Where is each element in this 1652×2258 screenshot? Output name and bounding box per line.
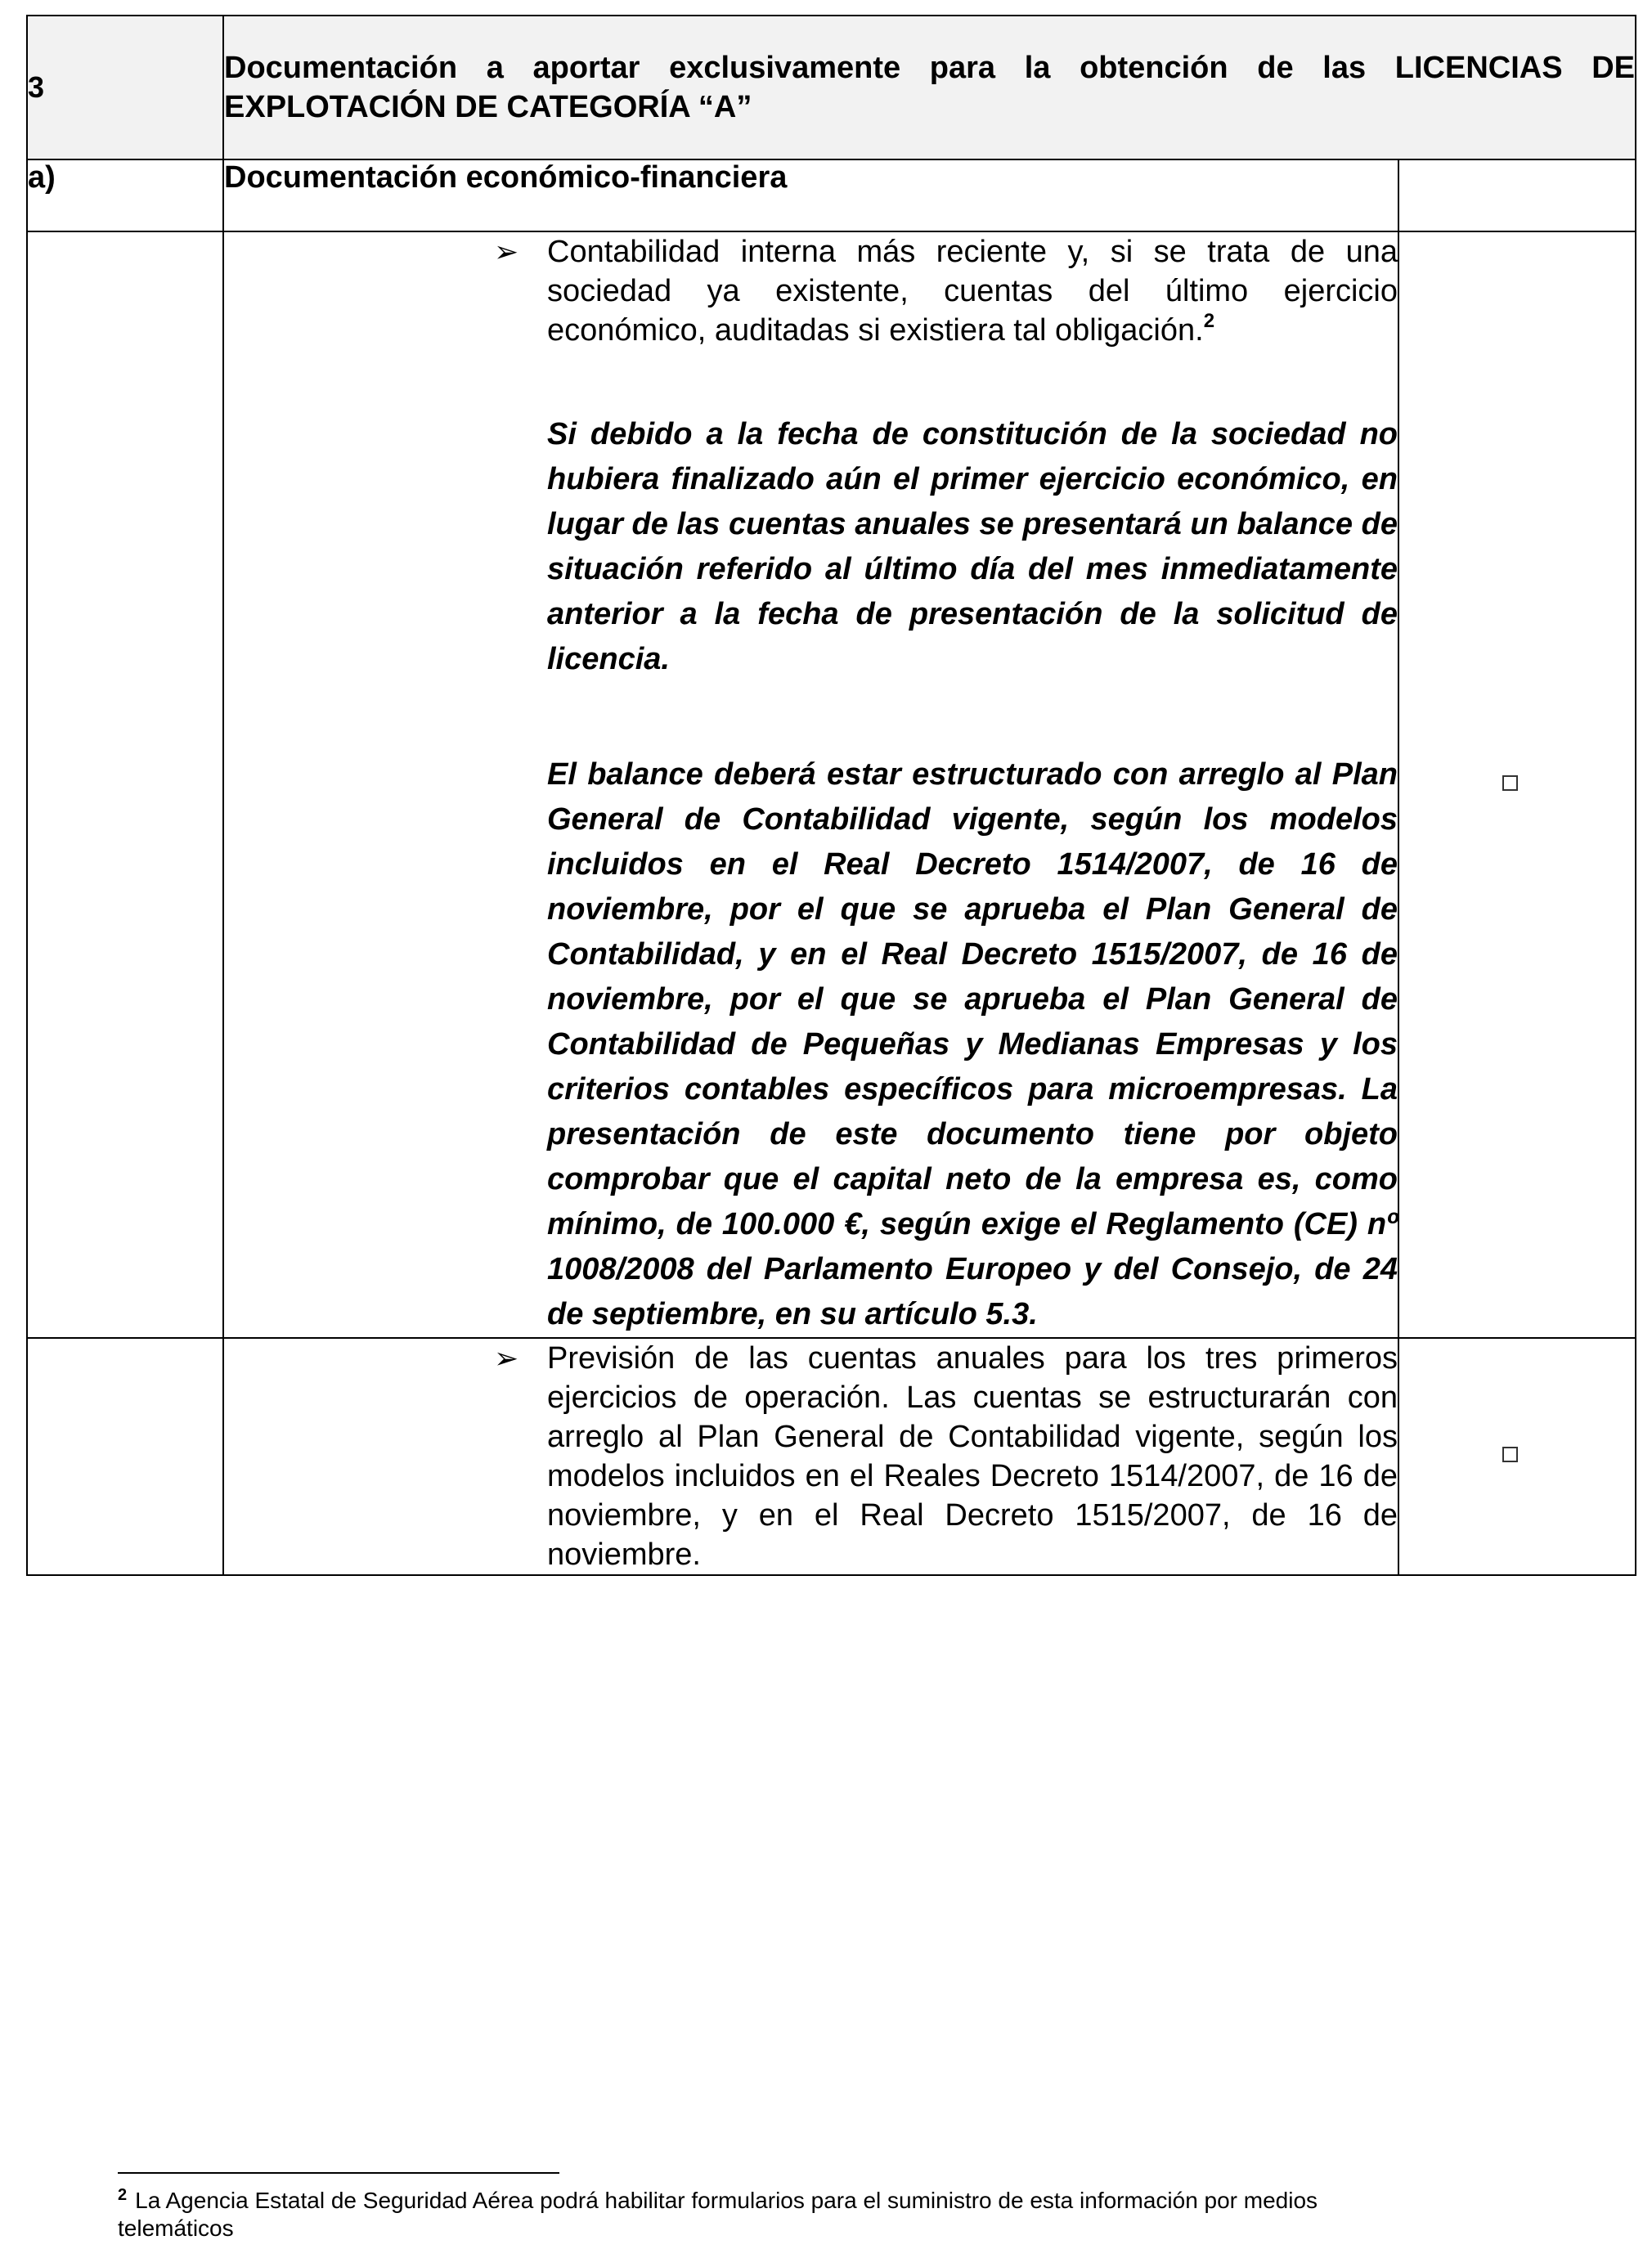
subsection-empty-cell <box>1398 159 1636 231</box>
item-empty-cell <box>27 231 223 1338</box>
section-number: 3 <box>27 16 223 159</box>
footnote-text: La Agencia Estatal de Seguridad Aérea podrá habilitar formularios para el suministro de esta información por medios telemáticos <box>118 2188 1318 2241</box>
checkbox[interactable] <box>1502 1447 1518 1462</box>
arrow-bullet-icon: ➢ <box>494 1341 519 1375</box>
footnote-ref: 2 <box>1203 310 1215 332</box>
item-content <box>223 231 1398 1338</box>
footnote-number: 2 <box>118 2186 128 2204</box>
subsection-row <box>27 159 1636 231</box>
subsection-title: Documentación económico-financiera <box>223 159 1398 231</box>
checkbox-cell <box>1398 231 1636 1338</box>
arrow-bullet-icon: ➢ <box>494 235 519 268</box>
checkbox[interactable] <box>1502 775 1518 791</box>
item-note: El balance deberá estar estructurado con arreglo al Plan General de Contabilidad vigente, según los modelos incluidos en el Real Decreto 1514/2007, de 16 de noviembre, por el que se aprueba el Plan General de Contabilidad, y en el Real Decreto 1515/2007, de 16 de noviembre, por el que se aprueba el Plan General de Contabilidad de Pequeñas y Medianas Empresas y los criterios contables específicos para microempresas. La presentación de este documento tiene por objeto comprobar que el capital neto de la empresa es, como mínimo, de 100.000 €, según exige el Reglamento (CE) nº 1008/2008 del Parlamento Europeo y del Consejo, de 24 de septiembre, en su artículo 5.3. <box>547 757 1398 1331</box>
section-title: Documentación a aportar exclusivamente para la obtención de las LICENCIAS DE EXPLOTACIÓN DE CATEGORÍA “A” <box>223 16 1636 159</box>
section-header-row <box>27 16 1636 159</box>
item-text: Contabilidad interna más reciente y, si se trata de una sociedad ya existente, cuentas del último ejercicio económico, auditadas si existiera tal obligación.$^2$ <box>547 235 1398 348</box>
documentation-table <box>26 15 1636 1576</box>
footnote <box>118 2187 1426 2242</box>
checkbox-cell <box>1398 1338 1636 1575</box>
item-note: Si debido a la fecha de constitución de la sociedad no hubiera finalizado aún el primer ejercicio económico, en lugar de las cuentas anuales se presentará un balance de situación referido al último día del mes inmediatamente anterior a la fecha de presentación de la solicitud de licencia. <box>547 417 1398 676</box>
list-item <box>27 1338 1636 1575</box>
subsection-letter: a) <box>27 159 223 231</box>
item-empty-cell <box>27 1338 223 1575</box>
list-item <box>27 231 1636 1338</box>
footnote-separator <box>118 2172 559 2174</box>
item-content <box>223 1338 1398 1575</box>
item-text: Previsión de las cuentas anuales para los tres primeros ejercicios de operación. Las cuentas se estructurarán con arreglo al Plan General de Contabilidad vigente, según los modelos incluidos en el Reales Decreto 1514/2007, de 16 de noviembre, y en el Real Decreto 1515/2007, de 16 de noviembre. <box>547 1341 1398 1572</box>
